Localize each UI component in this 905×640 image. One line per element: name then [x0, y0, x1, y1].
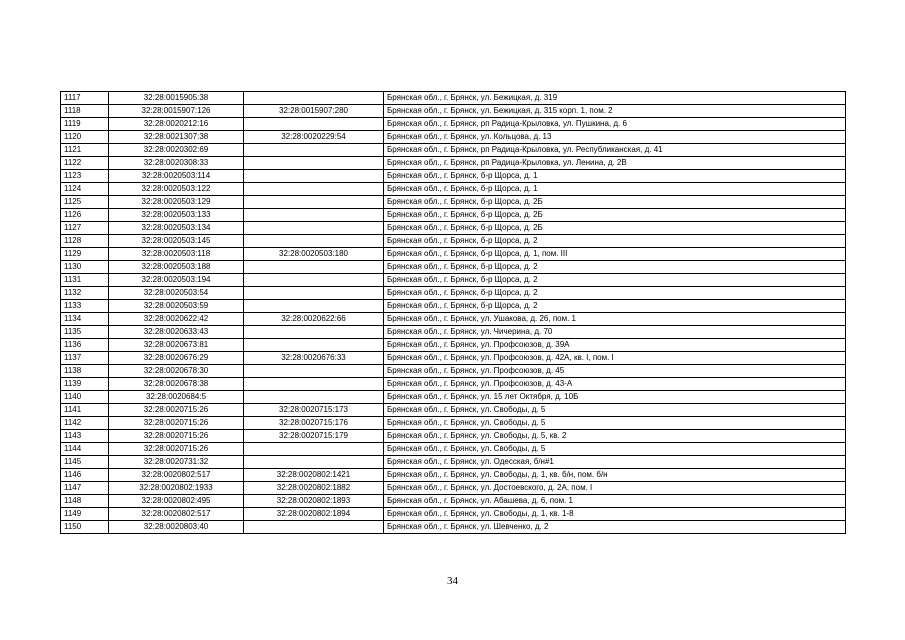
row-number-cell: 1129 — [61, 248, 109, 261]
address-cell: Брянская обл., г. Брянск, ул. Профсоюзов, д. 42А, кв. I, пом. I — [384, 352, 846, 365]
related-cadastral-cell — [244, 118, 384, 131]
related-cadastral-cell — [244, 287, 384, 300]
row-number-cell: 1117 — [61, 92, 109, 105]
cadastral-number-cell: 32:28:0020503:114 — [109, 170, 244, 183]
row-number-cell: 1149 — [61, 508, 109, 521]
table-row — [61, 352, 846, 365]
cadastral-number-cell: 32:28:0020802:1933 — [109, 482, 244, 495]
cadastral-number-cell: 32:28:0021307:38 — [109, 131, 244, 144]
address-cell: Брянская обл., г. Брянск, б-р Щорса, д. 2 — [384, 287, 846, 300]
row-number-cell: 1126 — [61, 209, 109, 222]
address-cell: Брянская обл., г. Брянск, ул. Свободы, д. 1, кв. б/н, пом. б/н — [384, 469, 846, 482]
table-row — [61, 469, 846, 482]
address-cell: Брянская обл., г. Брянск, ул. Чичерина, д. 70 — [384, 326, 846, 339]
table-row — [61, 378, 846, 391]
row-number-cell: 1137 — [61, 352, 109, 365]
address-cell: Брянская обл., г. Брянск, б-р Щорса, д. 2 — [384, 261, 846, 274]
page-number: 34 — [447, 575, 458, 587]
row-number-cell: 1136 — [61, 339, 109, 352]
related-cadastral-cell: 32:28:0020802:1894 — [244, 508, 384, 521]
cadastral-number-cell: 32:28:0020803:40 — [109, 521, 244, 534]
table-row — [61, 287, 846, 300]
address-cell: Брянская обл., г. Брянск, ул. Кольцова, д. 13 — [384, 131, 846, 144]
table-row — [61, 326, 846, 339]
related-cadastral-cell — [244, 183, 384, 196]
table-row — [61, 521, 846, 534]
table-row — [61, 196, 846, 209]
related-cadastral-cell: 32:28:0020715:179 — [244, 430, 384, 443]
row-number-cell: 1125 — [61, 196, 109, 209]
cadastral-number-cell: 32:28:0020622:42 — [109, 313, 244, 326]
table-row — [61, 495, 846, 508]
related-cadastral-cell — [244, 209, 384, 222]
table-row — [61, 300, 846, 313]
address-cell: Брянская обл., г. Брянск, ул. Профсоюзов, д. 39А — [384, 339, 846, 352]
table-row — [61, 248, 846, 261]
address-cell: Брянская обл., г. Брянск, ул. Свободы, д. 5, кв. 2 — [384, 430, 846, 443]
related-cadastral-cell — [244, 365, 384, 378]
cadastral-number-cell: 32:28:0020715:26 — [109, 443, 244, 456]
cadastral-number-cell: 32:28:0020678:30 — [109, 365, 244, 378]
related-cadastral-cell: 32:28:0015907:280 — [244, 105, 384, 118]
address-cell: Брянская обл., г. Брянск, ул. Абашева, д. 6, пом. 1 — [384, 495, 846, 508]
cadastral-number-cell: 32:28:0020503:134 — [109, 222, 244, 235]
address-cell: Брянская обл., г. Брянск, б-р Щорса, д. 2 — [384, 235, 846, 248]
cadastral-number-cell: 32:28:0020308:33 — [109, 157, 244, 170]
row-number-cell: 1143 — [61, 430, 109, 443]
cadastral-number-cell: 32:28:0020802:517 — [109, 508, 244, 521]
table-row — [61, 508, 846, 521]
row-number-cell: 1120 — [61, 131, 109, 144]
table-row — [61, 105, 846, 118]
address-cell: Брянская обл., г. Брянск, б-р Щорса, д. 2Б — [384, 196, 846, 209]
related-cadastral-cell — [244, 326, 384, 339]
address-cell: Брянская обл., г. Брянск, ул. Бежицкая, д. 315 корп. 1, пом. 2 — [384, 105, 846, 118]
related-cadastral-cell — [244, 92, 384, 105]
cadastral-number-cell: 32:28:0020715:26 — [109, 417, 244, 430]
address-cell: Брянская обл., г. Брянск, ул. Профсоюзов, д. 43-А — [384, 378, 846, 391]
table-row — [61, 391, 846, 404]
address-cell: Брянская обл., г. Брянск, ул. Достоевского, д. 2А, пом. I — [384, 482, 846, 495]
row-number-cell: 1133 — [61, 300, 109, 313]
row-number-cell: 1128 — [61, 235, 109, 248]
cadastral-number-cell: 32:28:0015905:38 — [109, 92, 244, 105]
address-cell: Брянская обл., г. Брянск, ул. Ушакова, д. 26, пом. 1 — [384, 313, 846, 326]
related-cadastral-cell: 32:28:0020802:1421 — [244, 469, 384, 482]
address-cell: Брянская обл., г. Брянск, б-р Щорса, д. 2 — [384, 274, 846, 287]
row-number-cell: 1140 — [61, 391, 109, 404]
related-cadastral-cell — [244, 521, 384, 534]
related-cadastral-cell: 32:28:0020229:54 — [244, 131, 384, 144]
cadastral-number-cell: 32:28:0020212:16 — [109, 118, 244, 131]
related-cadastral-cell — [244, 300, 384, 313]
related-cadastral-cell — [244, 274, 384, 287]
address-cell: Брянская обл., г. Брянск, ул. Бежицкая, д. 319 — [384, 92, 846, 105]
related-cadastral-cell — [244, 157, 384, 170]
table-row — [61, 417, 846, 430]
related-cadastral-cell: 32:28:0020503:180 — [244, 248, 384, 261]
cadastral-number-cell: 32:28:0020503:188 — [109, 261, 244, 274]
table-row — [61, 222, 846, 235]
row-number-cell: 1122 — [61, 157, 109, 170]
address-cell: Брянская обл., г. Брянск, б-р Щорса, д. 1 — [384, 183, 846, 196]
row-number-cell: 1118 — [61, 105, 109, 118]
cadastral-number-cell: 32:28:0020503:194 — [109, 274, 244, 287]
related-cadastral-cell: 32:28:0020622:66 — [244, 313, 384, 326]
row-number-cell: 1142 — [61, 417, 109, 430]
row-number-cell: 1135 — [61, 326, 109, 339]
row-number-cell: 1141 — [61, 404, 109, 417]
cadastral-number-cell: 32:28:0020673:81 — [109, 339, 244, 352]
table-row — [61, 404, 846, 417]
registry-table — [60, 91, 846, 534]
cadastral-number-cell: 32:28:0020302:69 — [109, 144, 244, 157]
related-cadastral-cell: 32:28:0020802:1882 — [244, 482, 384, 495]
row-number-cell: 1138 — [61, 365, 109, 378]
related-cadastral-cell: 32:28:0020676:33 — [244, 352, 384, 365]
table-row — [61, 365, 846, 378]
address-cell: Брянская обл., г. Брянск, б-р Щорса, д. 2Б — [384, 209, 846, 222]
address-cell: Брянская обл., г. Брянск, рп Радица-Крыловка, ул. Ленина, д. 2В — [384, 157, 846, 170]
table-row — [61, 456, 846, 469]
table-row — [61, 131, 846, 144]
row-number-cell: 1132 — [61, 287, 109, 300]
registry-table-body — [61, 92, 846, 534]
row-number-cell: 1130 — [61, 261, 109, 274]
cadastral-number-cell: 32:28:0020715:26 — [109, 430, 244, 443]
row-number-cell: 1150 — [61, 521, 109, 534]
cadastral-number-cell: 32:28:0020503:122 — [109, 183, 244, 196]
address-cell: Брянская обл., г. Брянск, ул. Свободы, д. 5 — [384, 443, 846, 456]
row-number-cell: 1134 — [61, 313, 109, 326]
table-row — [61, 183, 846, 196]
row-number-cell: 1147 — [61, 482, 109, 495]
cadastral-number-cell: 32:28:0020503:129 — [109, 196, 244, 209]
table-row — [61, 144, 846, 157]
address-cell: Брянская обл., г. Брянск, ул. 15 лет Октября, д. 10Б — [384, 391, 846, 404]
related-cadastral-cell — [244, 443, 384, 456]
related-cadastral-cell: 32:28:0020802:1893 — [244, 495, 384, 508]
cadastral-number-cell: 32:28:0020503:145 — [109, 235, 244, 248]
row-number-cell: 1124 — [61, 183, 109, 196]
address-cell: Брянская обл., г. Брянск, ул. Профсоюзов, д. 45 — [384, 365, 846, 378]
address-cell: Брянская обл., г. Брянск, ул. Свободы, д. 5 — [384, 404, 846, 417]
address-cell: Брянская обл., г. Брянск, ул. Одесская, б/н#1 — [384, 456, 846, 469]
related-cadastral-cell — [244, 456, 384, 469]
address-cell: Брянская обл., г. Брянск, б-р Щорса, д. 1 — [384, 170, 846, 183]
related-cadastral-cell — [244, 378, 384, 391]
related-cadastral-cell — [244, 170, 384, 183]
table-row — [61, 170, 846, 183]
table-row — [61, 157, 846, 170]
row-number-cell: 1131 — [61, 274, 109, 287]
table-row — [61, 313, 846, 326]
table-row — [61, 209, 846, 222]
row-number-cell: 1139 — [61, 378, 109, 391]
table-row — [61, 235, 846, 248]
related-cadastral-cell — [244, 339, 384, 352]
cadastral-number-cell: 32:28:0020802:495 — [109, 495, 244, 508]
table-row — [61, 482, 846, 495]
related-cadastral-cell — [244, 261, 384, 274]
row-number-cell: 1127 — [61, 222, 109, 235]
row-number-cell: 1123 — [61, 170, 109, 183]
row-number-cell: 1144 — [61, 443, 109, 456]
table-row — [61, 339, 846, 352]
address-cell: Брянская обл., г. Брянск, ул. Шевченко, д. 2 — [384, 521, 846, 534]
cadastral-number-cell: 32:28:0020676:29 — [109, 352, 244, 365]
cadastral-number-cell: 32:28:0020633:43 — [109, 326, 244, 339]
address-cell: Брянская обл., г. Брянск, ул. Свободы, д. 1, кв. 1-8 — [384, 508, 846, 521]
table-row — [61, 92, 846, 105]
address-cell: Брянская обл., г. Брянск, ул. Свободы, д. 5 — [384, 417, 846, 430]
related-cadastral-cell — [244, 196, 384, 209]
table-row — [61, 261, 846, 274]
cadastral-number-cell: 32:28:0015907:126 — [109, 105, 244, 118]
row-number-cell: 1145 — [61, 456, 109, 469]
row-number-cell: 1119 — [61, 118, 109, 131]
table-row — [61, 430, 846, 443]
address-cell: Брянская обл., г. Брянск, б-р Щорса, д. 2 — [384, 300, 846, 313]
cadastral-number-cell: 32:28:0020503:133 — [109, 209, 244, 222]
related-cadastral-cell — [244, 222, 384, 235]
table-row — [61, 118, 846, 131]
row-number-cell: 1148 — [61, 495, 109, 508]
cadastral-number-cell: 32:28:0020678:38 — [109, 378, 244, 391]
cadastral-number-cell: 32:28:0020802:517 — [109, 469, 244, 482]
related-cadastral-cell — [244, 391, 384, 404]
cadastral-number-cell: 32:28:0020731:32 — [109, 456, 244, 469]
cadastral-number-cell: 32:28:0020715:26 — [109, 404, 244, 417]
cadastral-number-cell: 32:28:0020684:5 — [109, 391, 244, 404]
address-cell: Брянская обл., г. Брянск, б-р Щорса, д. 2Б — [384, 222, 846, 235]
related-cadastral-cell — [244, 235, 384, 248]
table-row — [61, 443, 846, 456]
cadastral-number-cell: 32:28:0020503:118 — [109, 248, 244, 261]
row-number-cell: 1146 — [61, 469, 109, 482]
cadastral-number-cell: 32:28:0020503:59 — [109, 300, 244, 313]
address-cell: Брянская обл., г. Брянск, рп Радица-Крыловка, ул. Республиканская, д. 41 — [384, 144, 846, 157]
cadastral-number-cell: 32:28:0020503:54 — [109, 287, 244, 300]
table-row — [61, 274, 846, 287]
related-cadastral-cell: 32:28:0020715:176 — [244, 417, 384, 430]
related-cadastral-cell — [244, 144, 384, 157]
address-cell: Брянская обл., г. Брянск, рп Радица-Крыловка, ул. Пушкина, д. 6 — [384, 118, 846, 131]
row-number-cell: 1121 — [61, 144, 109, 157]
address-cell: Брянская обл., г. Брянск, б-р Щорса, д. 1, пом. III — [384, 248, 846, 261]
related-cadastral-cell: 32:28:0020715:173 — [244, 404, 384, 417]
